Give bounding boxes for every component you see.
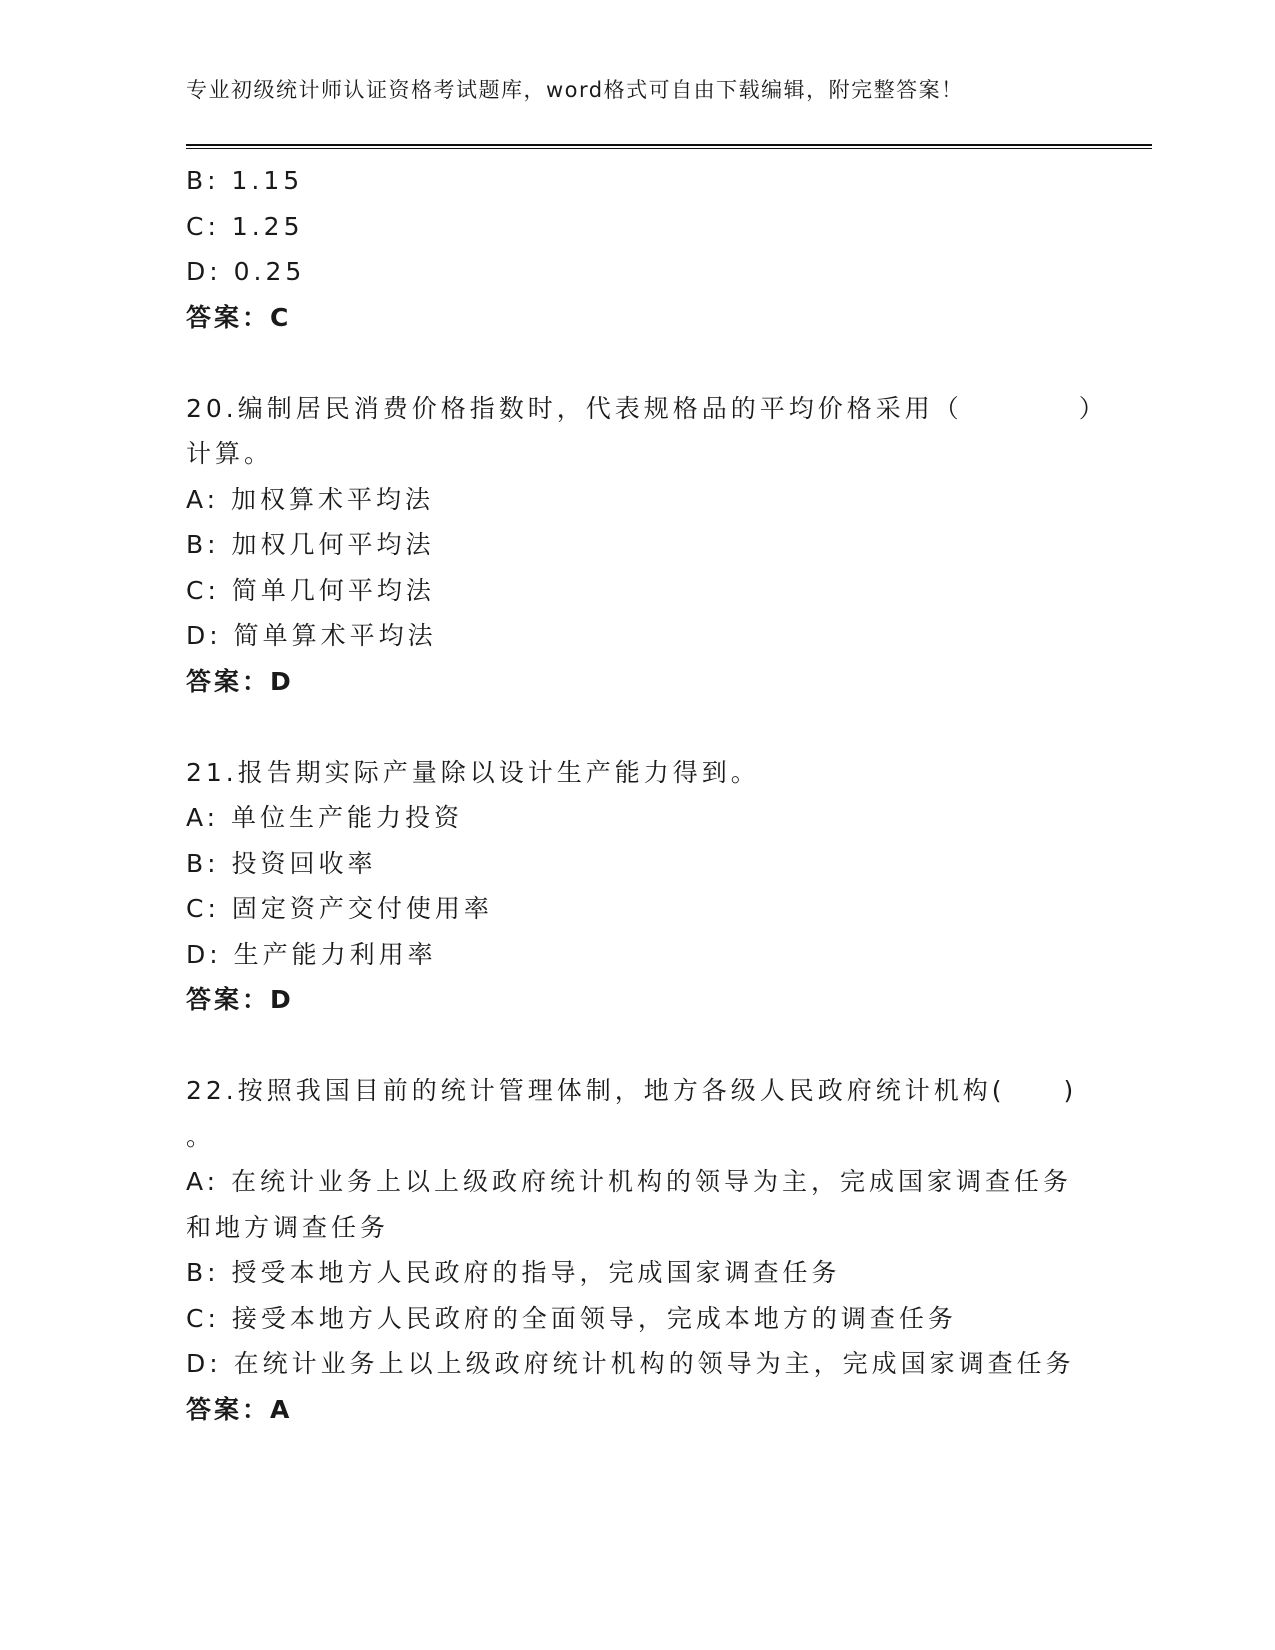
answer-line: 答案：D <box>186 985 294 1014</box>
question-content <box>186 158 1108 1432</box>
answer-line: 答案：A <box>186 1394 293 1424</box>
question-stem-continued: 计算。 <box>186 439 274 468</box>
question-stem: 21.报告期实际产量除以设计生产能力得到。 <box>186 757 760 787</box>
option-a: A: 加权算术平均法 <box>186 484 435 514</box>
option-d: D: 简单算术平均法 <box>186 621 437 650</box>
option-b: B: 授受本地方人民政府的指导，完成国家调查任务 <box>186 1258 841 1287</box>
question-stem: 20.编制居民消费价格指数时，代表规格品的平均价格采用（ ） <box>186 393 1108 423</box>
option-d: D: 生产能力利用率 <box>186 939 437 969</box>
previous-question-tail <box>186 158 1086 340</box>
option-a-continued: 和地方调查任务 <box>186 1212 390 1242</box>
question-stem: 22.按照我国目前的统计管理体制，地方各级人民政府统计机构( ) <box>186 1076 1078 1105</box>
question-20 <box>186 386 1108 705</box>
option-b: B: 投资回收率 <box>186 848 377 878</box>
option-a: A: 在统计业务上以上级政府统计机构的领导为主，完成国家调查任务 <box>186 1167 1073 1196</box>
page-header: 专业初级统计师认证资格考试题库，word格式可自由下载编辑，附完整答案！ <box>186 78 964 102</box>
question-stem-continued: 。 <box>186 1121 216 1151</box>
option-c: C: 固定资产交付使用率 <box>186 894 493 923</box>
question-22 <box>186 1068 1086 1432</box>
header-divider <box>186 144 1152 149</box>
option-d: D: 0.25 <box>186 257 306 286</box>
answer-line: 答案：C <box>186 302 292 332</box>
option-c: C: 简单几何平均法 <box>186 575 435 605</box>
question-21 <box>186 750 1086 1023</box>
option-d: D: 在统计业务上以上级政府统计机构的领导为主，完成国家调查任务 <box>186 1349 1075 1378</box>
option-b: B: 加权几何平均法 <box>186 530 435 559</box>
answer-line: 答案：D <box>186 666 294 696</box>
option-b: B: 1.15 <box>186 166 304 195</box>
option-c: C: 1.25 <box>186 211 304 241</box>
option-a: A: 单位生产能力投资 <box>186 803 464 832</box>
option-c: C: 接受本地方人民政府的全面领导，完成本地方的调查任务 <box>186 1303 957 1333</box>
